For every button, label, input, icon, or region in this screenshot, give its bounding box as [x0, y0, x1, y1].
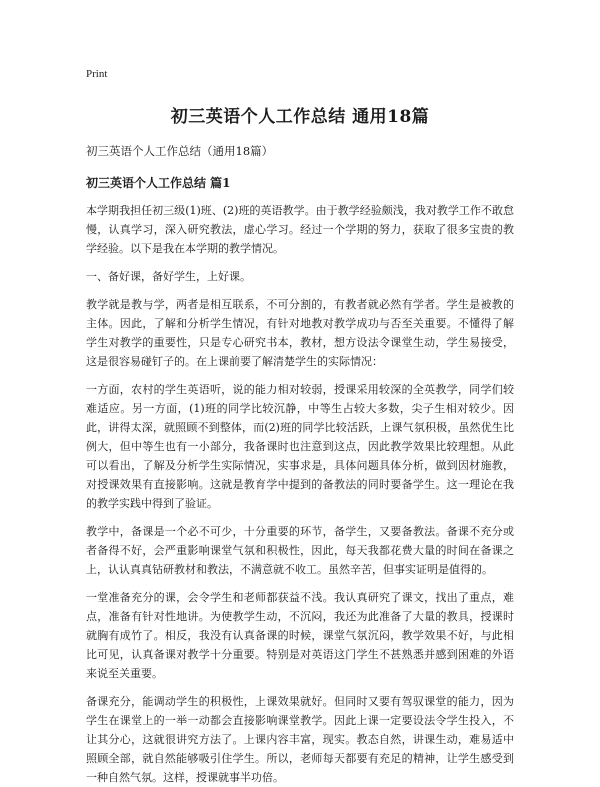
paragraph-classroom-control: 备课充分，能调动学生的积极性，上课效果就好。但同时又要有驾驭课堂的能力，因为学生在课堂上的一举一动都会直接影响课堂教学。因此上课一定要设法令学生投入，不让其分心，这就很讲究方法了。上课内容丰富，现实。教态自然，讲课生动，难易适中照顾全部，就自然能够吸引住学生。所以，老师每天都要有充足的精神，让学生感受到一种自然气氛。这样，授课就事半功倍。 — [86, 695, 514, 784]
paragraph-class-analysis: 一方面，农村的学生英语听，说的能力相对较弱，授课采用较深的全英教学，同学们较难适应。另一方面，(1)班的同学比较沉静，中等生占较大多数，尖子生相对较少。因此，讲得太深，就照顾不到整体，而(2)班的同学比较活跃，上课气氛积极，虽然优生比例大，但中等生也有一小部分，我备课时也注意到这点，因此教学效果比较理想。从此可以看出，了解及分析学生实际情况，实事求是，具体问题具体分析，做到因材施教，对授课效果有直接影响。这就是教育学中提到的备教法的同时要备学生。这一理论在我的教学实践中得到了验证。 — [86, 383, 514, 510]
document-subtitle: 初三英语个人工作总结（通用18篇） — [86, 144, 274, 158]
section-heading: 初三英语个人工作总结 篇1 — [86, 176, 231, 190]
page-title: 初三英语个人工作总结 通用18篇 — [170, 107, 430, 127]
paragraph-intro: 本学期我担任初三级(1)班、(2)班的英语教学。由于教学经验颇浅，我对教学工作不敢怠慢，认真学习，深入研究教法，虚心学习。经过一个学期的努力，获取了很多宝贵的教学经验。以下是我在本学期的教学情况。 — [86, 204, 514, 255]
paragraph-teaching-students: 教学就是教与学，两者是相互联系，不可分割的，有教者就必然有学者。学生是被教的主体。因此，了解和分析学生情况，有针对地教对教学成功与否至关重要。不懂得了解学生对教学的重要性，只是专心研究书本，教材，想方设法令课堂生动，学生易接受，这是很容易碰钉子的。在上课前要了解清楚学生的实际情况： — [86, 298, 514, 368]
paragraph-lesson-prep: 教学中，备课是一个必不可少，十分重要的环节，备学生，又要备教法。备课不充分或者备得不好，会严重影响课堂气氛和积极性，因此，每天我都花费大量的时间在备课之上，认认真真钻研教材和教法，不满意就不收工。虽然辛苦，但事实证明是值得的。 — [86, 525, 514, 576]
print-link[interactable]: Print — [86, 68, 108, 80]
paragraph-point-one: 一、备好课，备好学生，上好课。 — [86, 270, 251, 283]
paragraph-prepared-lesson: 一堂准备充分的课，会令学生和老师都获益不浅。我认真研究了课文，找出了重点，难点，准备有针对性地讲。为使教学生动，不沉闷，我还为此准备了大量的教具，授课时就胸有成竹了。相反，我没有认真备课的时候，课堂气氛沉闷，教学效果不好，与此相比可见，认真备课对教学十分重要。特别是对英语这门学生不甚熟悉并感到困难的外语来说至关重要。 — [86, 591, 514, 680]
